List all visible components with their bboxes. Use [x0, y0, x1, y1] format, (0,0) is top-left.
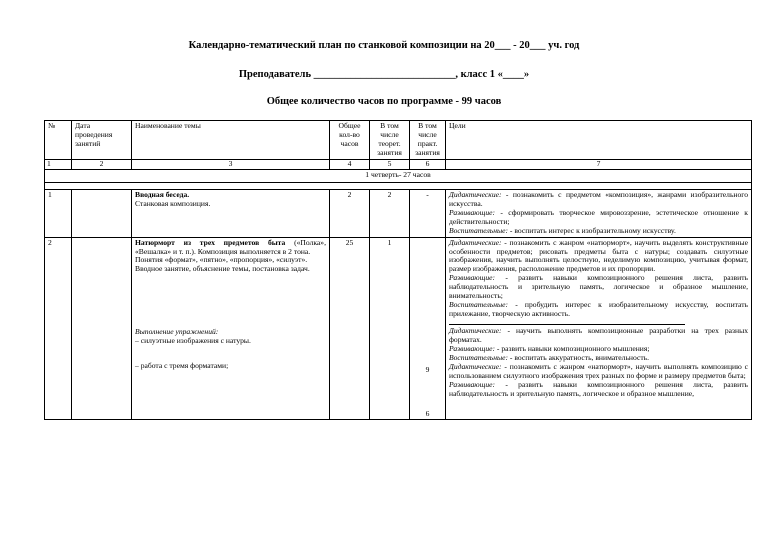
practice-hours-cell [410, 237, 446, 420]
col-number: 2 [72, 159, 132, 169]
teacher-line: Преподаватель ___________________________, класс 1 «____» [238, 69, 530, 80]
spacer-row [45, 182, 752, 189]
practice-hours-ex2: 6 [425, 408, 430, 418]
goal-developing: Развивающие: - развить навыки композиционного решения листа, развить наблюдательность и зрительную память, логическое и образное мышление, [449, 379, 748, 398]
total-hours: Общее количество часов по программе - 99 часов [266, 96, 502, 107]
goal-developing: Развивающие: - развить навыки композиционного решения листа, развить наблюдательность и зрительную память, логическое и образное мышление, внимательность; [449, 273, 748, 301]
col-number: 5 [370, 159, 410, 169]
goal-educational: Воспитательные: - пробудить интерес к изобразительному искусству, воспитать прилежание, творческую активность. [449, 300, 748, 319]
topic-cell [132, 237, 330, 420]
col-header-date: Дата проведения занятий [72, 121, 132, 160]
goal-didactic: Дидактические: - познакомить с предметом «композиция», жанрами изобразительного искусства. [449, 189, 748, 208]
goal-educational: Воспитательные: - воспитать аккуратность, внимательность. [449, 353, 650, 363]
goal-didactic: Дидактические: - познакомить с жанром «натюрморт», научить выделять конструктивные особенности предметов; рисовать предметы быта с натуры; создавать силуэтные изображения, научить выполнять целостную, неделимую композицию, учитывая формат, размер изображения, расположение предметов и их пропорции. [449, 237, 748, 274]
col-number: 7 [446, 159, 752, 169]
spacer-cell [45, 182, 752, 189]
col-number: 3 [132, 159, 330, 169]
goal-didactic: Дидактические: - познакомить с жанром «натюрморт», научить выполнять композицию с использованием силуэтного изображения трех разных по форме и размеру предметов быта; [449, 361, 748, 380]
col-number: 4 [330, 159, 370, 169]
document-title: Календарно-тематический план по станковой композиции на 20___ - 20___ уч. год [188, 40, 580, 51]
col-header-topic: Наименование темы [132, 121, 330, 160]
topic-title: Вводная беседа. [135, 189, 190, 199]
col-header-num: № [45, 121, 72, 160]
col-header-practice: В том числе практ. занятия [410, 121, 446, 160]
col-header-theory: В том числе теорет. занятия [370, 121, 410, 160]
topic-concepts: Понятия «формат», «пятно», «пропорция», «силуэт». [135, 255, 308, 265]
goal-developing: Развивающие: - сформировать творческое мировоззрение, эстетическое отношение к действительности; [449, 207, 748, 226]
topic-intro: Вводное занятие, объяснение темы, постановка задач. [135, 264, 310, 274]
goal-educational: Воспитательные: - воспитать интерес к изобразительному искусству. [449, 225, 676, 235]
date-cell [72, 189, 132, 237]
exercise-item: – силуэтные изображения с натуры. [135, 336, 251, 346]
goals-divider [449, 324, 685, 325]
date-cell [72, 237, 132, 420]
goals-cell [446, 237, 752, 420]
practice-hours-ex1: 9 [425, 364, 430, 374]
col-number: 6 [410, 159, 446, 169]
table-row [45, 189, 752, 237]
table-header-row [45, 121, 752, 160]
col-header-goals: Цели [446, 121, 752, 160]
total-hours-cell: 2 [330, 189, 370, 237]
table-row [45, 237, 752, 420]
goal-developing: Развивающие: - развить навыки композиционного мышления; [449, 344, 650, 354]
practice-hours-cell: - [410, 189, 446, 237]
theory-hours-cell: 2 [370, 189, 410, 237]
goals-cell [446, 189, 752, 237]
topic-subtitle: Станковая композиция. [135, 198, 211, 208]
column-number-row [45, 159, 752, 169]
exercise-item: – работа с тремя форматами; [135, 361, 229, 371]
exercises-label: Выполнение упражнений: [135, 327, 219, 337]
row-number: 2 [45, 237, 72, 420]
plan-table [44, 120, 752, 420]
topic-description: Натюрморт из трех предметов быта («Полка», «Вешалка» и т. п.). Композиция выполняется в 2 тона. [135, 237, 326, 256]
total-hours-cell: 25 [330, 237, 370, 420]
goal-didactic: Дидактические: - научить выполнять композиционные разработки на трех разных форматах. [449, 326, 748, 345]
col-number: 1 [45, 159, 72, 169]
topic-cell [132, 189, 330, 237]
theory-hours-cell: 1 [370, 237, 410, 420]
quarter-label: 1 четверть- 27 часов [45, 169, 752, 182]
topic-title: Натюрморт из трех предметов быта [135, 237, 286, 247]
col-header-total: Общее кол-во часов [330, 121, 370, 160]
row-number: 1 [45, 189, 72, 237]
quarter-row [45, 169, 752, 182]
